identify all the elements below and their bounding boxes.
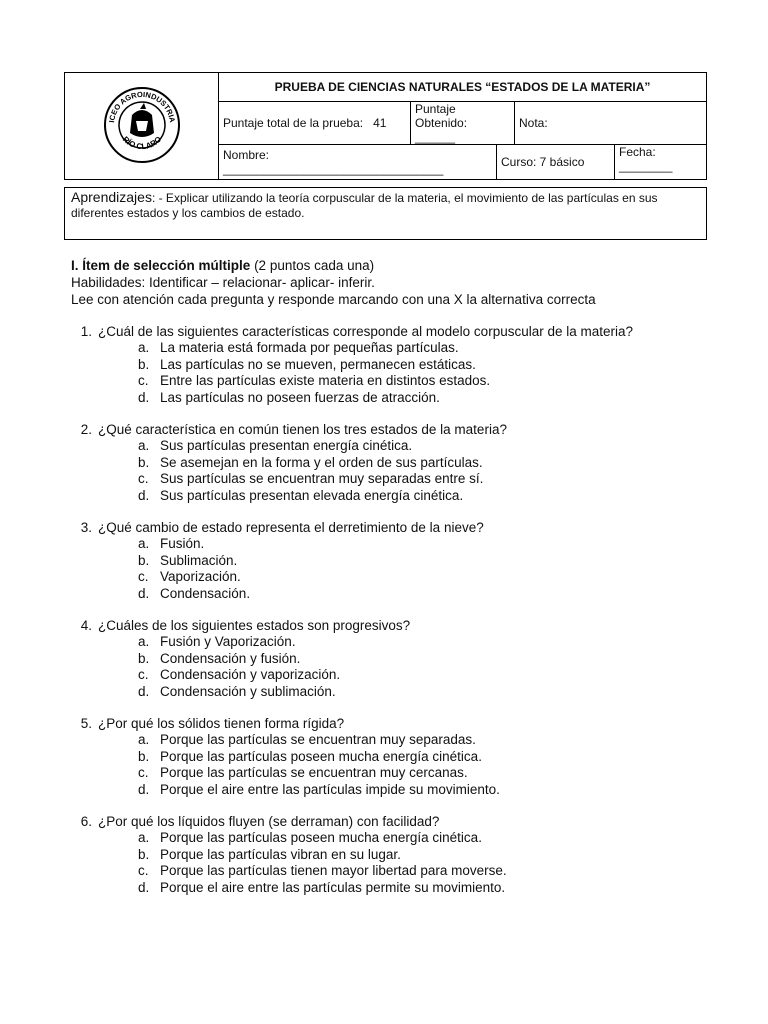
section-title-line xyxy=(71,257,751,274)
option-text: Entre las partículas existe materia en distintos estados. xyxy=(160,373,491,389)
option-letter: b. xyxy=(138,454,150,470)
option-letter: c. xyxy=(138,569,149,585)
question-number: 2. xyxy=(80,422,92,437)
option-a[interactable] xyxy=(66,830,746,846)
option-letter: d. xyxy=(138,487,150,503)
school-logo-cell xyxy=(65,73,219,180)
option-text: Condensación y vaporización. xyxy=(160,667,341,683)
nombre-label: Nombre: xyxy=(223,148,270,162)
curso-cell xyxy=(497,145,615,180)
option-a[interactable] xyxy=(66,340,746,356)
option-letter: a. xyxy=(138,634,150,650)
option-text: Sus partículas se encuentran muy separadas entre sí. xyxy=(160,471,484,487)
option-text: Condensación y sublimación. xyxy=(160,683,336,699)
option-b[interactable] xyxy=(66,455,746,471)
option-letter: d. xyxy=(138,683,150,699)
aprendizajes-box xyxy=(64,187,707,240)
option-letter: b. xyxy=(138,552,150,568)
option-letter: d. xyxy=(138,879,150,895)
option-text: Fusión. xyxy=(160,536,205,552)
question-text: ¿Cuál de las siguientes características corresponde al modelo corpuscular de la materia? xyxy=(98,324,634,339)
option-d[interactable] xyxy=(66,488,746,504)
option-b[interactable] xyxy=(66,651,746,667)
puntaje-total-value: 41 xyxy=(373,116,387,130)
option-c[interactable] xyxy=(66,471,746,487)
option-b[interactable] xyxy=(66,553,746,569)
option-letter: c. xyxy=(138,765,149,781)
fecha-blank: ________ xyxy=(619,159,673,173)
option-letter: a. xyxy=(138,340,150,356)
option-text: Porque las partículas tienen mayor libertad para moverse. xyxy=(160,863,507,879)
option-text: Porque las partículas se encuentran muy cercanas. xyxy=(160,765,468,781)
option-text: Condensación y fusión. xyxy=(160,650,301,666)
option-d[interactable] xyxy=(66,880,746,896)
option-a[interactable] xyxy=(66,536,746,552)
aprendizajes-label: Aprendizajes xyxy=(71,189,152,205)
puntaje-total-label: Puntaje total de la prueba: xyxy=(223,116,364,130)
nombre-cell[interactable] xyxy=(219,145,497,180)
option-b[interactable] xyxy=(66,357,746,373)
svg-text:LICEO AGROINDUSTRIAL: ICEO AGROINDUSTRIA xyxy=(106,89,177,123)
option-text: Porque las partículas se encuentran muy separadas. xyxy=(160,732,476,748)
option-text: Las partículas no poseen fuerzas de atracción. xyxy=(160,389,440,405)
question-text: ¿Qué característica en común tienen los tres estados de la materia? xyxy=(98,422,507,437)
option-b[interactable] xyxy=(66,749,746,765)
option-text: La materia está formada por pequeñas partículas. xyxy=(160,340,459,356)
question-number: 3. xyxy=(80,520,92,535)
option-text: Porque las partículas poseen mucha energía cinética. xyxy=(160,748,482,764)
section-title: I. Ítem de selección múltiple xyxy=(71,258,251,273)
puntaje-obtenido-cell[interactable] xyxy=(411,102,515,145)
option-a[interactable] xyxy=(66,732,746,748)
question-text: ¿Qué cambio de estado representa el derretimiento de la nieve? xyxy=(98,520,484,535)
curso-label: Curso: 7 básico xyxy=(501,155,585,169)
option-letter: a. xyxy=(138,438,150,454)
question-5 xyxy=(66,716,746,798)
puntaje-total-cell xyxy=(219,102,411,145)
option-text: Sublimación. xyxy=(160,552,238,568)
option-text: Porque las partículas vibran en su lugar. xyxy=(160,846,401,862)
exam-title: PRUEBA DE CIENCIAS NATURALES “ESTADOS DE LA MATERIA” xyxy=(219,73,707,102)
section-header xyxy=(71,257,751,308)
question-6 xyxy=(66,814,746,896)
option-letter: b. xyxy=(138,650,150,666)
option-text: Sus partículas presentan elevada energía cinética. xyxy=(160,487,464,503)
option-b[interactable] xyxy=(66,847,746,863)
question-text: ¿Por qué los líquidos fluyen (se derraman) con facilidad? xyxy=(98,814,440,829)
option-text: Condensación. xyxy=(160,585,251,601)
question-3 xyxy=(66,520,746,602)
question-4 xyxy=(66,618,746,700)
puntaje-obtenido-blank: ______ xyxy=(415,130,456,144)
option-letter: c. xyxy=(138,863,149,879)
fecha-cell[interactable] xyxy=(615,145,707,180)
option-d[interactable] xyxy=(66,390,746,406)
aprendizajes-text: : - Explicar utilizando la teoría corpuscular de la materia, el movimiento de las partículas en sus diferentes estados y los cambios de estado. xyxy=(71,191,658,220)
option-letter: a. xyxy=(138,536,150,552)
option-c[interactable] xyxy=(66,569,746,585)
habilidades-line: Habilidades: Identificar – relacionar- aplicar- inferir. xyxy=(71,275,375,290)
option-d[interactable] xyxy=(66,684,746,700)
instructions-line: Lee con atención cada pregunta y responde marcando con una X la alternativa correcta xyxy=(71,292,596,307)
nombre-blank: _________________________________ xyxy=(223,162,444,176)
option-text: Fusión y Vaporización. xyxy=(160,634,296,650)
nota-label: Nota: xyxy=(519,116,548,130)
option-letter: b. xyxy=(138,748,150,764)
question-text: ¿Por qué los sólidos tienen forma rígida? xyxy=(98,716,345,731)
option-c[interactable] xyxy=(66,667,746,683)
option-letter: b. xyxy=(138,356,150,372)
option-d[interactable] xyxy=(66,782,746,798)
option-letter: b. xyxy=(138,846,150,862)
option-text: Se asemejan en la forma y el orden de sus partículas. xyxy=(160,454,483,470)
puntaje-obtenido-label: Puntaje Obtenido: xyxy=(415,102,468,130)
svg-text:RÍO CLARO: RÍO CLARO xyxy=(120,134,163,151)
question-2 xyxy=(66,422,746,504)
option-a[interactable] xyxy=(66,438,746,454)
option-letter: d. xyxy=(138,389,150,405)
option-text: Porque el aire entre las partículas permite su movimiento. xyxy=(160,879,506,895)
header-table xyxy=(64,72,707,180)
option-text: Porque el aire entre las partículas impide su movimiento. xyxy=(160,781,500,797)
section-title-note: (2 puntos cada una) xyxy=(250,258,375,273)
question-text: ¿Cuáles de los siguientes estados son progresivos? xyxy=(98,618,411,633)
option-text: Porque las partículas poseen mucha energía cinética. xyxy=(160,830,482,846)
option-letter: c. xyxy=(138,373,149,389)
question-number: 6. xyxy=(80,814,92,829)
option-c[interactable] xyxy=(66,373,746,389)
option-c[interactable] xyxy=(66,863,746,879)
option-letter: d. xyxy=(138,585,150,601)
question-number: 5. xyxy=(80,716,92,731)
option-letter: a. xyxy=(138,732,150,748)
option-text: Vaporización. xyxy=(160,569,241,585)
option-letter: c. xyxy=(138,667,149,683)
option-letter: c. xyxy=(138,471,149,487)
option-text: Sus partículas presentan energía cinética. xyxy=(160,438,413,454)
school-logo-icon xyxy=(102,85,182,165)
question-number: 4. xyxy=(80,618,92,633)
question-1 xyxy=(66,324,746,406)
nota-cell[interactable] xyxy=(515,102,707,145)
option-a[interactable] xyxy=(66,634,746,650)
fecha-label: Fecha: xyxy=(619,145,656,159)
option-text: Las partículas no se mueven, permanecen estáticas. xyxy=(160,356,476,372)
option-d[interactable] xyxy=(66,586,746,602)
option-letter: d. xyxy=(138,781,150,797)
option-letter: a. xyxy=(138,830,150,846)
option-c[interactable] xyxy=(66,765,746,781)
question-number: 1. xyxy=(80,324,92,339)
